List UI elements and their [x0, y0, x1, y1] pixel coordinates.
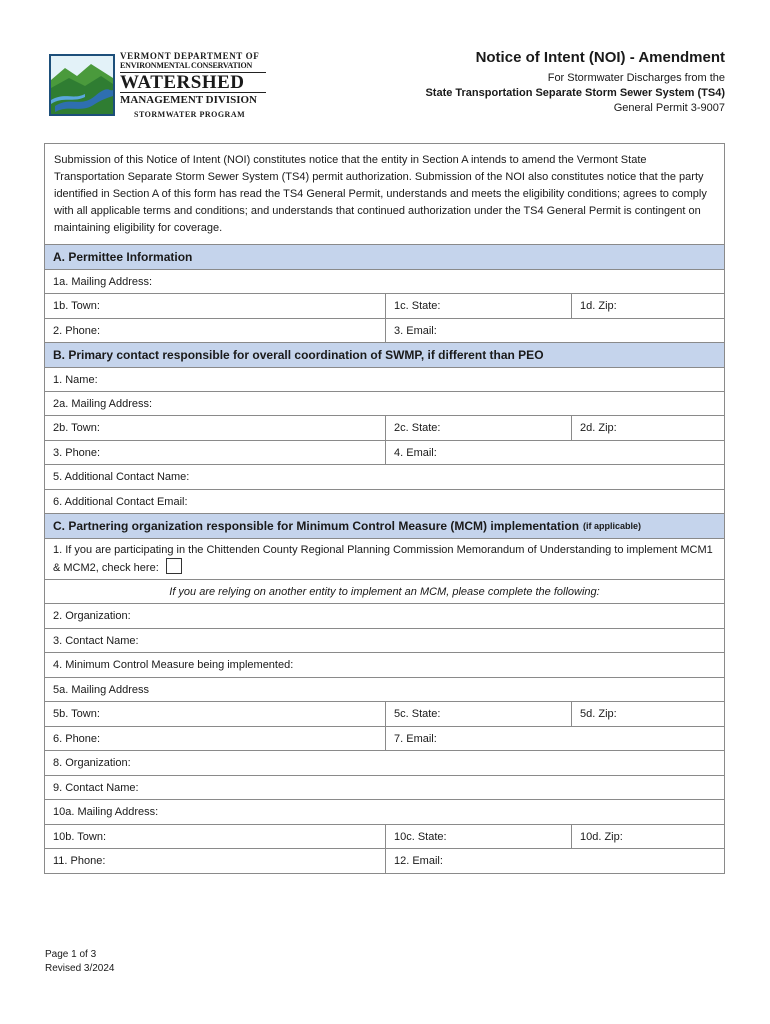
a-email-field[interactable]: 3. Email: — [385, 319, 724, 342]
intro-paragraph: Submission of this Notice of Intent (NOI) constitutes notice that the entity in Section A intends to amend the Vermont State Transportation Separate Storm Sewer System (TS4) permit authorization. Submission of the NOI also constitutes notice that the party identified in Section A of this form has read the TS4 General Permit, understands and meets the eligibility conditions; agrees to comply with all applicable terms and conditions; and understands that continued authorization under the TS4 General Permit is contingent on maintaining eligibility for coverage. — [45, 144, 724, 245]
section-c-title: C. Partnering organization responsible for Minimum Control Measure (MCM) implementation — [53, 519, 580, 533]
c-contact-name-field[interactable]: 3. Contact Name: — [53, 634, 139, 647]
landscape-logo-icon — [49, 54, 115, 116]
c-mcm1-checkbox[interactable] — [166, 558, 182, 574]
c-zip-2-field[interactable]: 10d. Zip: — [571, 825, 724, 848]
title-block — [305, 48, 725, 116]
c-organization-2-field[interactable]: 8. Organization: — [53, 757, 131, 769]
c-email-field[interactable]: 7. Email: — [385, 727, 724, 750]
subtitle-3: General Permit 3-9007 — [613, 102, 725, 114]
page-footer — [45, 948, 115, 976]
watershed-logo — [46, 48, 266, 122]
c-phone-2-field[interactable]: 11. Phone: — [53, 855, 106, 867]
b-town-field[interactable]: 2b. Town: — [53, 422, 100, 434]
c-zip-field[interactable]: 5d. Zip: — [571, 702, 724, 726]
section-c-header — [45, 514, 724, 539]
logo-line-2: ENVIRONMENTAL CONSERVATION — [120, 61, 253, 70]
a-state-field[interactable]: 1c. State: — [385, 294, 571, 318]
c-town-2-field[interactable]: 10b. Town: — [53, 830, 107, 843]
section-b-title: B. Primary contact responsible for overall coordination of SWMP, if different than PEO — [53, 348, 544, 362]
subtitle-1: For Stormwater Discharges from the — [547, 72, 725, 84]
logo-line-1: VERMONT DEPARTMENT OF — [120, 51, 260, 61]
b-email-field[interactable]: 4. Email: — [385, 441, 724, 464]
c-contact-name-2-field[interactable]: 9. Contact Name: — [53, 781, 139, 794]
b-name-field[interactable]: 1. Name: — [53, 373, 98, 386]
section-c-note: (if applicable) — [583, 521, 642, 531]
c-state-2-field[interactable]: 10c. State: — [385, 825, 571, 848]
a-phone-field[interactable]: 2. Phone: — [53, 324, 101, 337]
c-relying-instruction: If you are relying on another entity to implement an MCM, please complete the following: — [169, 585, 600, 598]
c-mailing-address-field[interactable]: 5a. Mailing Address — [53, 683, 149, 696]
revised-date: Revised 3/2024 — [45, 963, 115, 974]
b-additional-contact-email-field[interactable]: 6. Additional Contact Email: — [53, 495, 188, 508]
b-state-field[interactable]: 2c. State: — [385, 416, 571, 440]
page-number: Page 1 of 3 — [45, 949, 97, 960]
c-mailing-address-2-field[interactable]: 10a. Mailing Address: — [53, 806, 159, 818]
logo-line-5: STORMWATER PROGRAM — [134, 110, 246, 119]
logo-line-4: MANAGEMENT DIVISION — [120, 94, 258, 106]
c-email-2-field[interactable]: 12. Email: — [385, 849, 724, 873]
c-mcm-implemented-field[interactable]: 4. Minimum Control Measure being implemented: — [53, 659, 294, 671]
section-a-header — [45, 245, 724, 270]
c-state-field[interactable]: 5c. State: — [385, 702, 571, 726]
a-mailing-address-field[interactable]: 1a. Mailing Address: — [53, 275, 153, 288]
c-mcm1-label: 1. If you are participating in the Chittenden County Regional Planning Commission Memorandum of Understanding to implement MCM1 & MCM2, check here: — [53, 544, 713, 574]
section-b-header — [45, 343, 724, 368]
c-organization-field[interactable]: 2. Organization: — [53, 610, 131, 622]
page-title: Notice of Intent (NOI) - Amendment — [475, 49, 725, 66]
subtitle-2: State Transportation Separate Storm Sewer System (TS4) — [425, 87, 725, 99]
a-town-field[interactable]: 1b. Town: — [53, 300, 100, 312]
b-phone-field[interactable]: 3. Phone: — [53, 446, 101, 459]
c-town-field[interactable]: 5b. Town: — [53, 708, 100, 720]
c-mcm1-row — [45, 539, 724, 580]
logo-line-3: WATERSHED — [120, 72, 266, 93]
b-zip-field[interactable]: 2d. Zip: — [571, 416, 724, 440]
noi-form — [44, 143, 725, 874]
c-phone-field[interactable]: 6. Phone: — [53, 732, 101, 745]
b-mailing-address-field[interactable]: 2a. Mailing Address: — [53, 397, 153, 410]
b-additional-contact-name-field[interactable]: 5. Additional Contact Name: — [53, 471, 190, 483]
logo-text — [120, 52, 266, 120]
a-zip-field[interactable]: 1d. Zip: — [571, 294, 724, 318]
section-a-title: A. Permittee Information — [53, 250, 193, 264]
